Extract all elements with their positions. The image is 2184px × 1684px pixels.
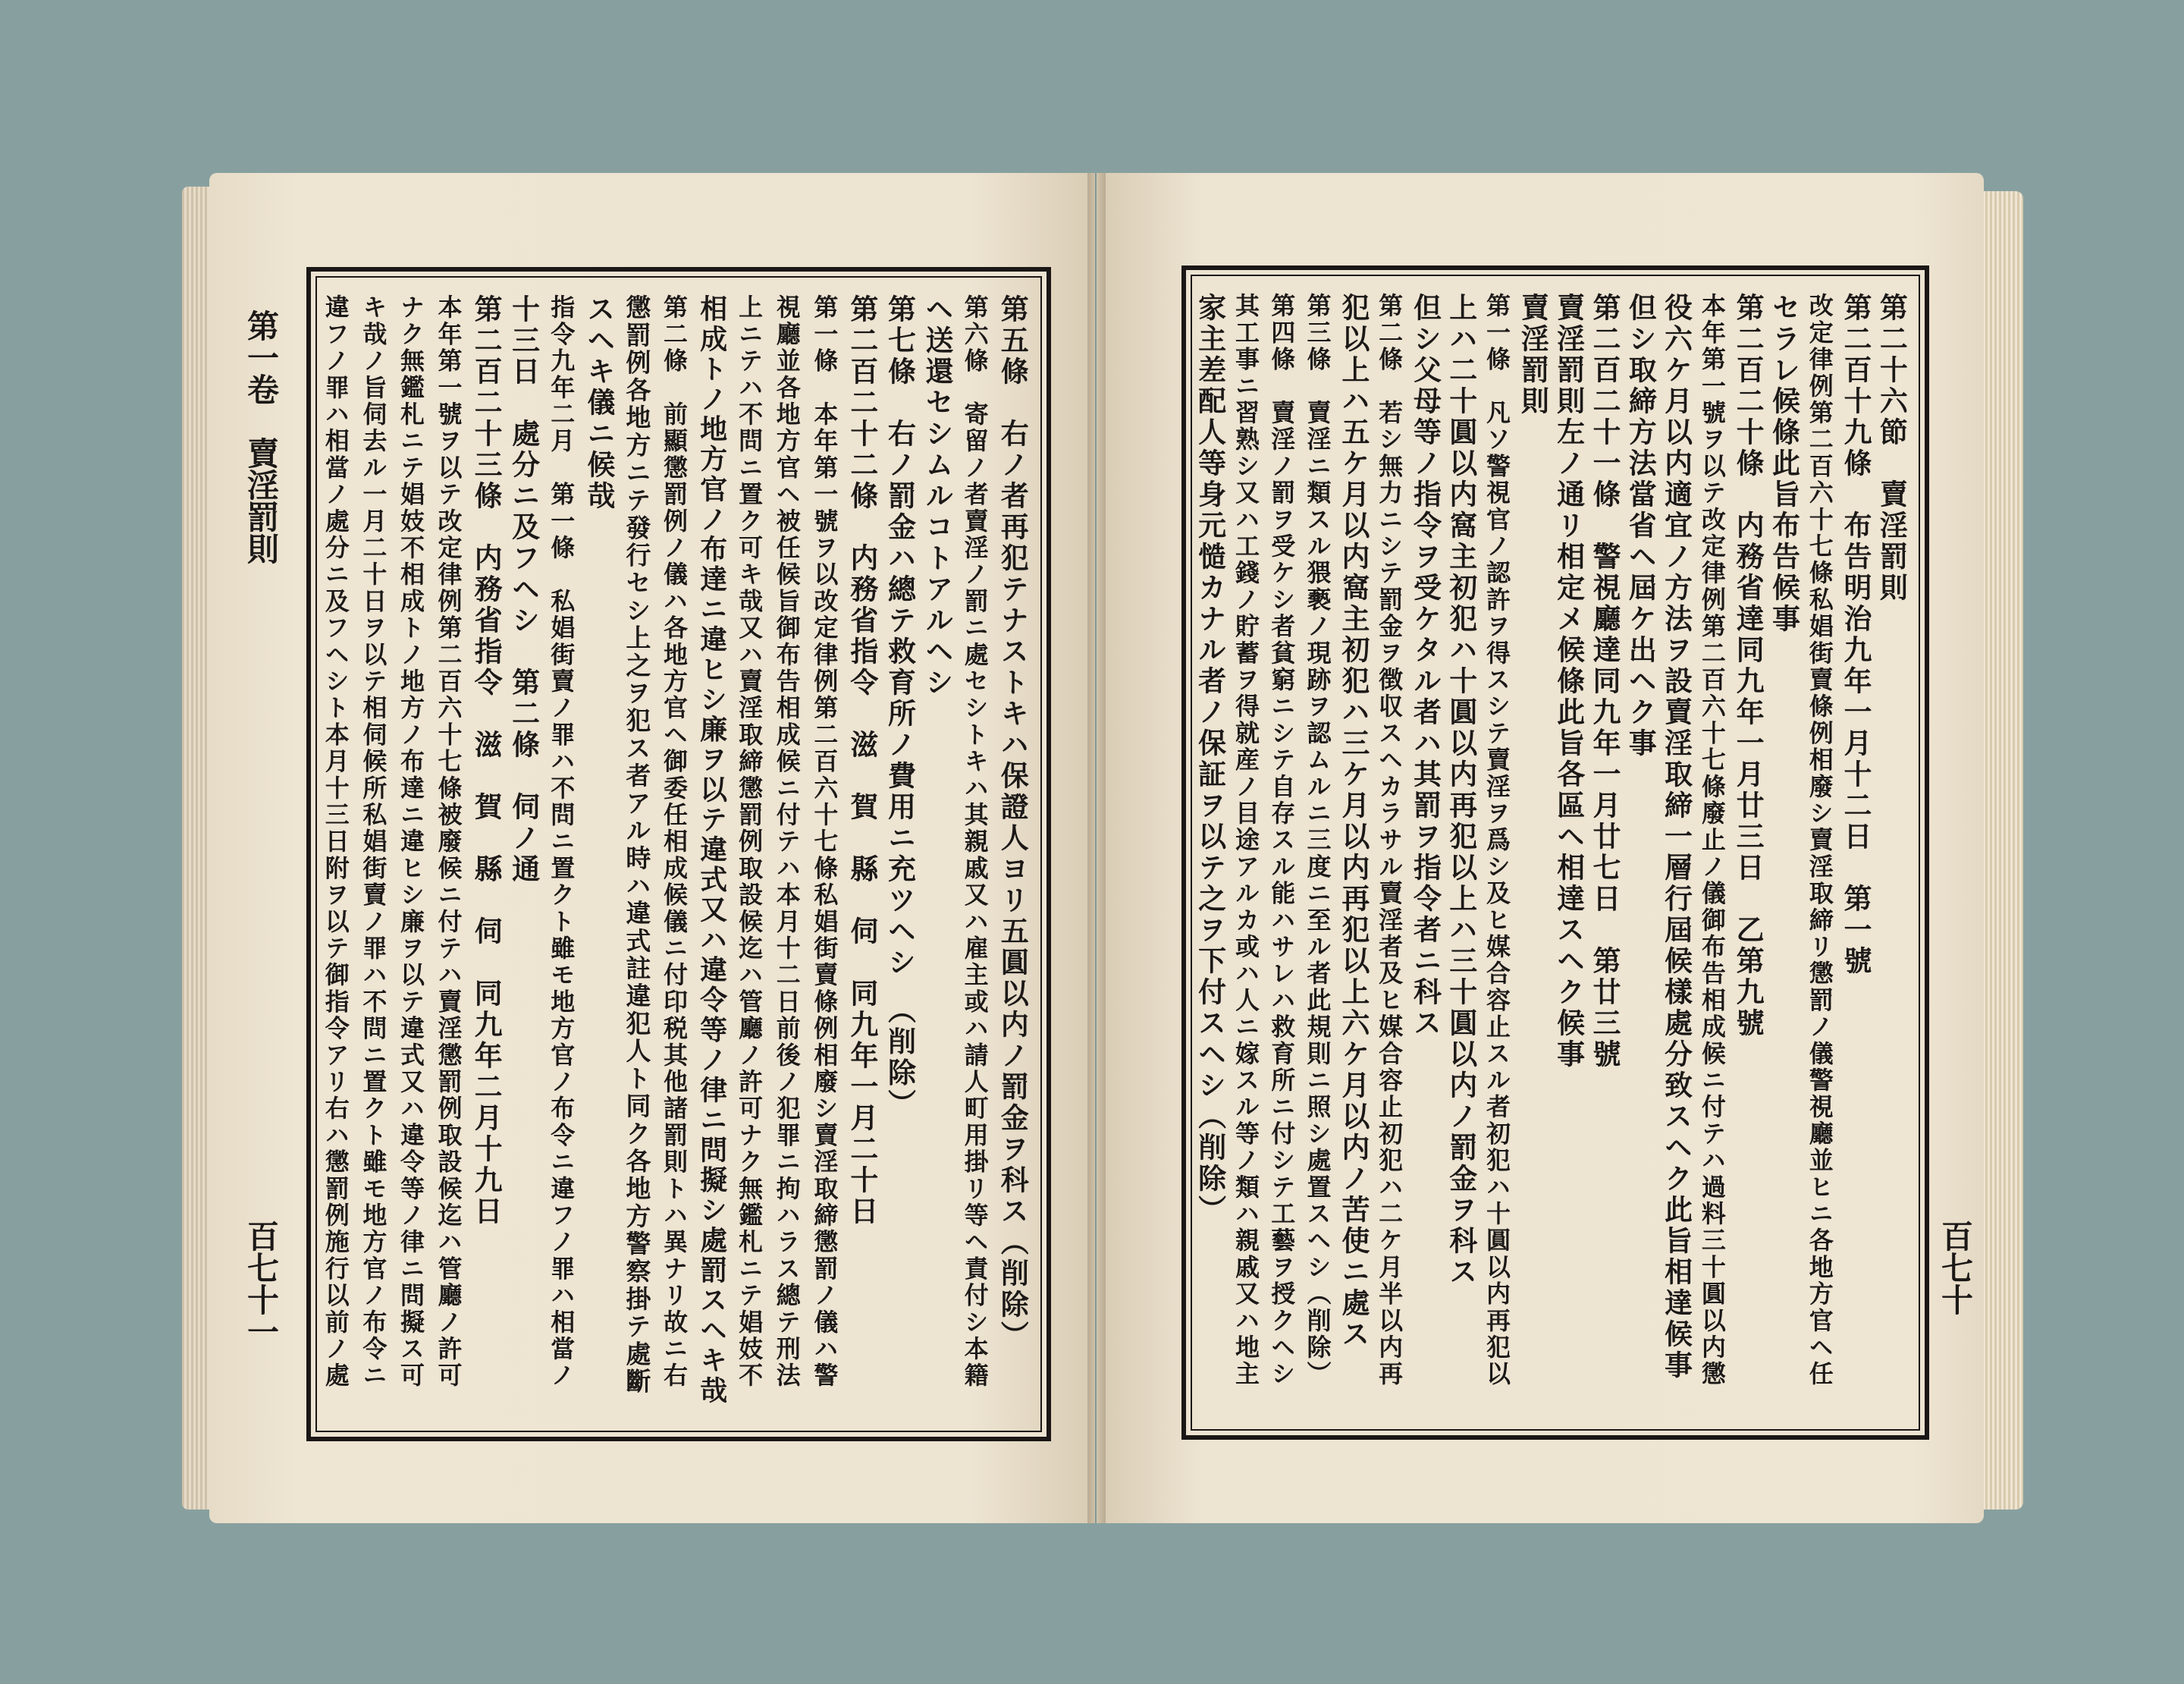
text-column: 役六ケ月以内適宜ノ方法ヲ設賣淫取締一層行屆候樣處分致スヘク此旨相達候事 xyxy=(1659,293,1693,1381)
text-column: 本年第一號ヲ以テ改定律例第二百六十七條被廢候ニ付テハ賣淫懲罰例取設候迄ハ管廳ノ許可 xyxy=(434,294,463,1390)
text-column: 第二百二十一條 警視廳達同九年一月廿七日 第廿三號 xyxy=(1587,293,1621,1070)
text-column: 本年第一號ヲ以テ改定律例第二百六十七條廢止ノ儀御布告相成候ニ付テハ過料三十圓以内懲 xyxy=(1697,293,1727,1388)
text-column: 違フノ罪ハ相當ノ處分ニ及フヘシト本月十三日附ヲ以テ御指令アリ右ハ懲罰例施行以前ノ處 xyxy=(321,294,350,1390)
text-column: 第二百十九條 布告明治九年一月十二日 第一號 xyxy=(1839,293,1873,977)
left-page xyxy=(209,173,1095,1523)
text-column: 視廳並各地方官ヘ被任候旨御布告相成候ニ付テハ本月十二日前後ノ犯罪ニ拘ハラス總テ刑法 xyxy=(772,294,802,1390)
text-column: セラレ候條此旨布告候事 xyxy=(1767,293,1801,635)
text-column: 第六條 寄留ノ者賣淫ノ罰ニ處セシトキハ其親戚又ハ雇主或ハ請人町用掛リ等ヘ責付シ本籍 xyxy=(960,294,990,1390)
text-frame-right xyxy=(1181,265,1929,1440)
text-column: ヘ送還セシムルコトアルヘシ xyxy=(921,294,955,699)
text-column: 犯以上ハ五ケ月以内窩主初犯ハ三ケ月以内再犯以上六ケ月以内ノ苦使ニ處ス xyxy=(1336,293,1370,1350)
text-column: 第二十六節 賣淫罰則 xyxy=(1875,293,1909,604)
text-column: ナク無鑑札ニテ娼妓不相成トノ地方ノ布達ニ違ヒシ廉ヲ以テ違式又ハ違令等ノ律ニ問擬ス可 xyxy=(396,294,425,1390)
text-column: キ哉ノ旨伺去ル一月二十日ヲ以テ相伺候所私娼街賣ノ罪ハ不問ニ置クト雖モ地方官ノ布令ニ xyxy=(359,294,388,1390)
text-column: 第四條 賣淫ノ罰ヲ受ケシ者貧窮ニシテ自存スル能ハサレハ救育所ニ付シテ工藝ヲ授クヘシ xyxy=(1267,293,1297,1388)
text-column: 第二條 前顯懲罰例ノ儀ハ各地方官ヘ御委任相成候儀ニ付印税其他諸罰則トハ異ナリ故ニ右 xyxy=(660,294,689,1390)
text-column: 但シ父母等ノ指令ヲ受ケタル者ハ其罰ヲ指令者ニ科ス xyxy=(1408,293,1442,1039)
text-column: 但シ取締方法當省ヘ屆ケ出ヘク事 xyxy=(1624,293,1658,759)
text-column: 第一條 本年第一號ヲ以改定律例第二百六十七條私娼街賣條例相廢シ賣淫取締懲罰ノ儀ハ警 xyxy=(810,294,839,1390)
page-edge-right xyxy=(1981,191,2023,1510)
open-book xyxy=(182,173,2025,1523)
text-column: 十三日 處分ニ及フヘシ 第二條 伺ノ通 xyxy=(507,294,541,885)
text-column: スヘキ儀ニ候哉 xyxy=(582,294,616,512)
text-column: 第五條 右ノ者再犯テナストキハ保證人ヨリ五圓以内ノ罰金ヲ科ス（削除） xyxy=(996,294,1030,1352)
page-edge-left xyxy=(182,187,212,1510)
running-head: 第一卷 賣淫罰則 xyxy=(243,309,280,564)
text-column: 上ニテハ不問ニ置ク可キ哉又ハ賣淫取締懲罰例取設候迄ハ管廳ノ許可ナク無鑑札ニテ娼妓不 xyxy=(735,294,764,1390)
text-column: 相成トノ地方官ノ布達ニ違ヒシ廉ヲ以テ違式又ハ違令等ノ律ニ問擬シ處罰スヘキ哉 xyxy=(695,294,728,1406)
page-number-right: 百七十 xyxy=(1937,1220,1974,1315)
text-column: 第二百二十條 内務省達同九年一月廿三日 乙第九號 xyxy=(1731,293,1765,1039)
text-column: 第二百二十二條 内務省指令 滋 賀 縣 伺 同九年一月二十日 xyxy=(845,294,879,1227)
text-column: 賣淫罰則 xyxy=(1516,293,1550,417)
text-column: 其工事ニ習熟シ又ハ工錢ノ貯蓄ヲ得就産ノ目途アルカ或ハ人ニ嫁スル等ノ類ハ親戚又ハ地主 xyxy=(1231,293,1260,1388)
text-column: 第七條 右ノ罰金ハ總テ救育所ノ費用ニ充ツヘシ （削除） xyxy=(883,294,917,1120)
text-column: 指令九年二月 第一條 私娼街賣ノ罪ハ不問ニ置クト雖モ地方官ノ布令ニ違フノ罪ハ相當ノ xyxy=(547,294,576,1390)
text-column: 第一條 凡ソ警視官ノ認許ヲ得スシテ賣淫ヲ爲シ及ヒ媒合容止スル者初犯ハ十圓以内再犯以 xyxy=(1483,293,1512,1388)
text-column: 第二百二十三條 内務省指令 滋 賀 縣 伺 同九年二月十九日 xyxy=(469,294,504,1227)
text-column: 改定律例第二百六十七條私娼街賣條例相廢シ賣淫取締リ懲罰ノ儀警視廳並ヒニ各地方官ヘ任 xyxy=(1805,293,1834,1388)
book-gutter xyxy=(1087,173,1106,1523)
text-column: 家主差配人等身元慥カナル者ノ保証ヲ以テ之ヲ下付スヘシ（削除） xyxy=(1193,293,1227,1226)
text-frame-left xyxy=(306,267,1051,1441)
text-column: 第二條 若シ無力ニシテ罰金ヲ徴収スヘカラサル賣淫者及ヒ媒合容止初犯ハ二ケ月半以内再 xyxy=(1375,293,1404,1388)
text-column: 賣淫罰則左ノ通リ相定メ候條此旨各區ヘ相達スヘク候事 xyxy=(1552,293,1586,1070)
page-number-left: 百七十一 xyxy=(243,1220,280,1347)
text-column: 第三條 賣淫ニ類スル猥褻ノ現跡ヲ認ムルニ三度ニ至ル者此規則ニ照シ處置スヘシ（削除） xyxy=(1303,293,1332,1388)
right-page xyxy=(1097,173,1984,1523)
text-column: 上ハ二十圓以内窩主初犯ハ十圓以内再犯以上ハ三十圓以内ノ罰金ヲ科ス xyxy=(1444,293,1478,1288)
text-column: 懲罰例各地方ニテ發行セシ上之ヲ犯ス者アル時ハ違式註違犯人ト同ク各地方警察掛テ處斷 xyxy=(622,294,652,1396)
